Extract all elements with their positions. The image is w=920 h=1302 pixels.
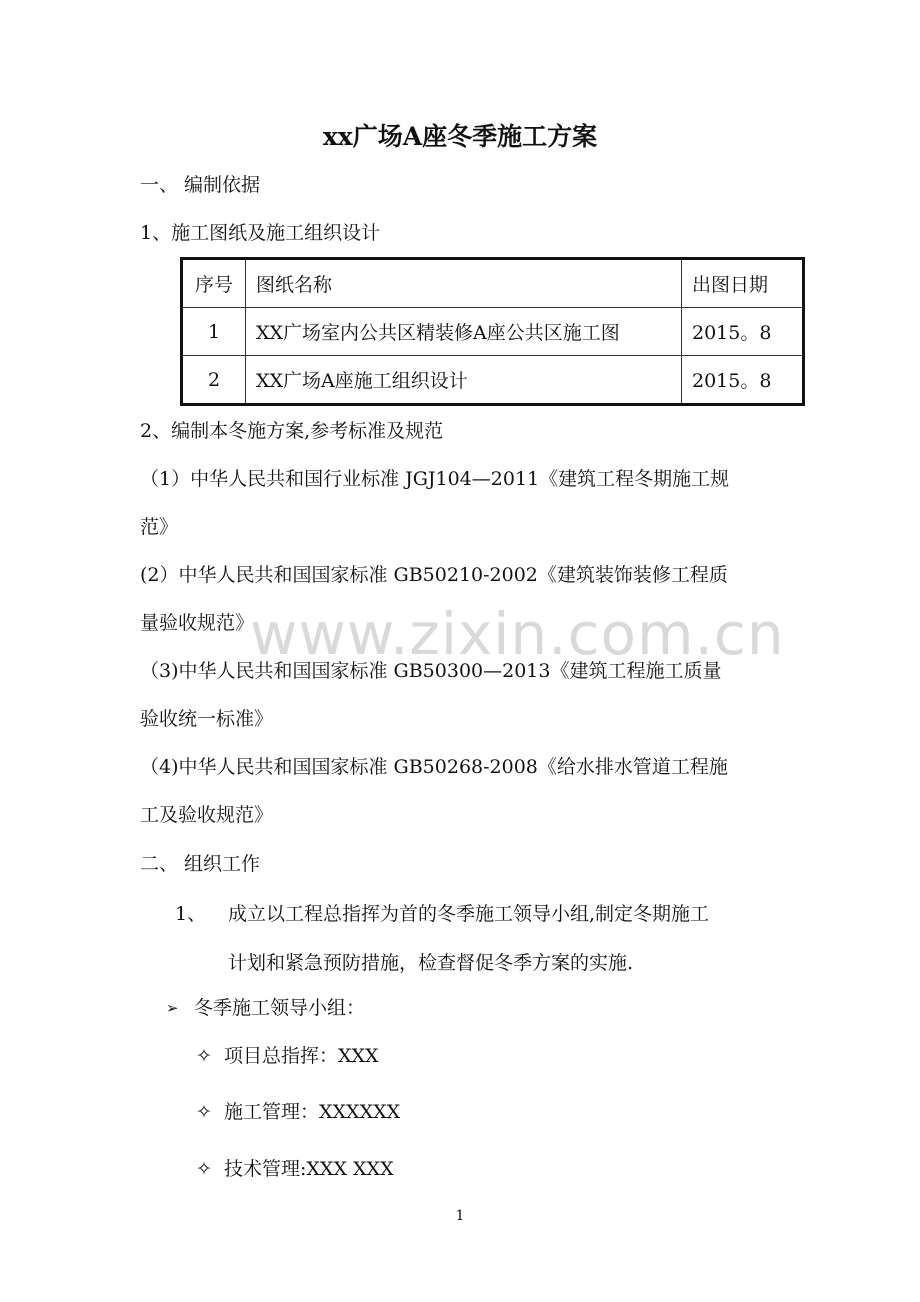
leadership-group-title: 冬季施工领导小组：	[194, 997, 366, 1019]
table-row	[182, 356, 804, 405]
document-title: xx广场A座冬季施工方案	[322, 122, 598, 151]
table-row	[182, 308, 804, 356]
header-cell-name: 图纸名称	[246, 259, 682, 308]
member-item: 项目总指挥：XXX	[224, 1045, 379, 1067]
section-heading-basis: 一、 编制依据	[140, 174, 261, 196]
diamond-bullet-icon: ✧	[196, 1158, 212, 1180]
standard-line: 工及验收规范》	[140, 804, 274, 826]
watermark: www.zixin.com.cn	[250, 600, 785, 668]
member-item: 技术管理:XXX XXX	[224, 1158, 394, 1180]
standard-line: (2）中华人民共和国国家标准 GB50210-2002《建筑装饰装修工程质	[140, 564, 728, 586]
header-cell-date: 出图日期	[682, 259, 804, 308]
item-text-line: 计划和紧急预防措施，检查督促冬季方案的实施.	[228, 952, 634, 974]
section-heading-organization: 二、 组织工作	[140, 853, 261, 875]
table-header-row	[182, 259, 804, 308]
header-cell-index: 序号	[182, 259, 246, 308]
subheading-standards: 2、编制本冬施方案,参考标准及规范	[140, 420, 444, 442]
standard-line: （1）中华人民共和国行业标准 JGJ104—2011《建筑工程冬期施工规	[140, 468, 730, 490]
member-item: 施工管理：XXXXXX	[224, 1101, 401, 1123]
diamond-bullet-icon: ✧	[196, 1101, 212, 1123]
standard-line: （4)中华人民共和国国家标准 GB50268-2008《给水排水管道工程施	[140, 756, 728, 778]
cell-index: 2	[182, 356, 246, 405]
diamond-bullet-icon: ✧	[196, 1045, 212, 1067]
drawings-table	[180, 257, 805, 406]
subheading-drawings: 1、施工图纸及施工组织设计	[140, 222, 381, 244]
standard-line: 范》	[140, 516, 179, 538]
cell-name: XX广场室内公共区精装修A座公共区施工图	[246, 308, 682, 356]
standard-line: （3)中华人民共和国国家标准 GB50300—2013《建筑工程施工质量	[140, 660, 722, 682]
page-number: 1	[455, 1208, 465, 1224]
cell-index: 1	[182, 308, 246, 356]
arrow-bullet-icon: ➢	[166, 999, 179, 1017]
cell-date: 2015。8	[682, 308, 804, 356]
standard-line: 量验收规范》	[140, 612, 255, 634]
cell-name: XX广场A座施工组织设计	[246, 356, 682, 405]
standard-line: 验收统一标准》	[140, 708, 274, 730]
cell-date: 2015。8	[682, 356, 804, 405]
item-number: 1、	[175, 903, 207, 925]
item-text-line: 成立以工程总指挥为首的冬季施工领导小组,制定冬期施工	[228, 903, 710, 925]
